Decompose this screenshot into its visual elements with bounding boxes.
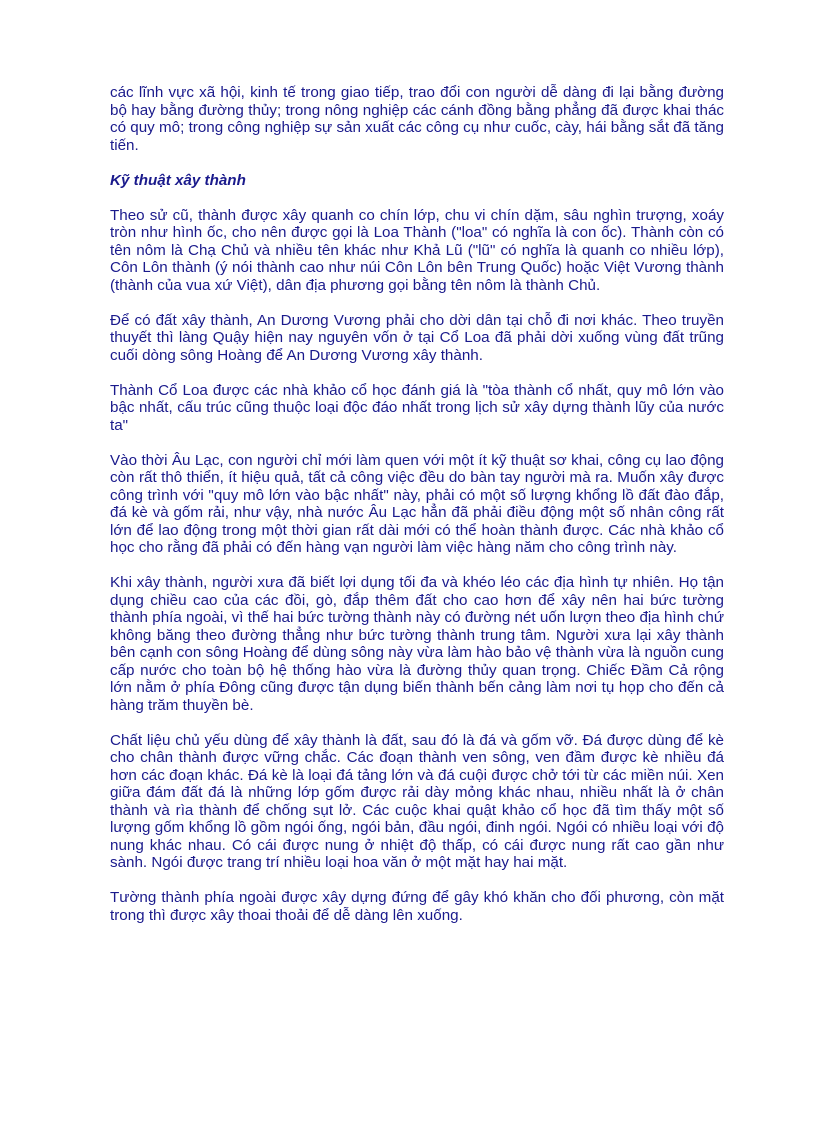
paragraph-loa-thanh: Theo sử cũ, thành được xây quanh co chín lớp, chu vi chín dặm, sâu nghìn trượng, xoáy tròn như hình ốc, cho nên được gọi là Loa Thành ("loa" có nghĩa là con ốc). Thành còn có tên nôm là Chạ Chủ và nhiều tên khác như Khả Lũ ("lũ" có nghĩa là quanh co nhiều lớp), Côn Lôn thành (ý nói thành cao như núi Côn Lôn bên Trung Quốc) hoặc Việt Vương thành (thành của vua xứ Việt), dân địa phương gọi bằng tên nôm là thành Chủ. — [110, 206, 724, 294]
paragraph-danh-gia: Thành Cổ Loa được các nhà khảo cổ học đánh giá là "tòa thành cổ nhất, quy mô lớn vào bậc nhất, cấu trúc cũng thuộc loại độc đáo nhất trong lịch sử xây dựng thành lũy của nước ta" — [110, 381, 724, 434]
paragraph-dat-xay-thanh: Để có đất xây thành, An Dương Vương phải cho dời dân tại chỗ đi nơi khác. Theo truyền thuyết thì làng Quậy hiện nay nguyên vốn ở tại Cổ Loa đã phải dời xuống vùng đất trũng cuối dòng sông Hoàng để An Dương Vương xây thành. — [110, 311, 724, 364]
section-heading: Kỹ thuật xây thành — [110, 171, 246, 189]
paragraph-chat-lieu: Chất liệu chủ yếu dùng để xây thành là đất, sau đó là đá và gốm vỡ. Đá được dùng để kè cho chân thành được vững chắc. Các đoạn thành ven sông, ven đầm được kè nhiều đá hơn các đoạn khác. Đá kè là loại đá tảng lớn và đá cuội được chở tới từ các miền núi. Xen giữa đám đất đá là những lớp gốm được rải dày mỏng khác nhau, nhiều nhất là ở chân thành và rìa thành để chống sụt lở. Các cuộc khai quật khảo cổ học đã tìm thấy một số lượng gốm khổng lồ gồm ngói ống, ngói bản, đầu ngói, đinh ngói. Ngói có nhiều loại với độ nung khác nhau. Có cái được nung ở nhiệt độ thấp, có cái được nung rất cao gần như sành. Ngói được trang trí nhiều loại hoa văn ở một mặt hay hai mặt. — [110, 731, 724, 871]
intro-paragraph: các lĩnh vực xã hội, kinh tế trong giao tiếp, trao đổi con người dễ dàng đi lại bằng đường bộ hay bằng đường thủy; trong nông nghiệp các cánh đồng bằng phẳng đã được khai thác có quy mô; trong công nghiệp sự sản xuất các công cụ như cuốc, cày, hái bằng sắt đã tăng tiến. — [110, 84, 724, 154]
paragraph-dia-hinh: Khi xây thành, người xưa đã biết lợi dụng tối đa và khéo léo các địa hình tự nhiên. Họ tận dụng chiều cao của các đồi, gò, đắp thêm đất cho cao hơn để xây nên hai bức tường thành phía ngoài, vì thế hai bức tường thành này có đường nét uốn lượn theo địa hình chứ không băng theo đường thẳng như bức tường thành trung tâm. Người xưa lại xây thành bên cạnh con sông Hoàng để dùng sông này vừa làm hào bảo vệ thành vừa là nguồn cung cấp nước cho toàn bộ hệ thống hào vừa là đường thủy quan trọng. Chiếc Đầm Cả rộng lớn nằm ở phía Đông cũng được tận dụng biến thành bến cảng làm nơi tụ họp cho đến cả hàng trăm thuyền bè. — [110, 574, 724, 714]
paragraph-thoi-au-lac: Vào thời Âu Lạc, con người chỉ mới làm quen với một ít kỹ thuật sơ khai, công cụ lao động còn rất thô thiển, ít hiệu quả, tất cả công việc đều do bàn tay người mà ra. Muốn xây được công trình với "quy mô lớn vào bậc nhất" này, phải có một số lượng khổng lồ đất đào đắp, đá kè và gốm rải, như vậy, nhà nước Âu Lạc hẳn đã phải điều động một số nhân công rất lớn để lao động trong một thời gian rất dài mới có thể hoàn thành được. Các nhà khảo cổ học cho rằng đã phải có đến hàng vạn người làm việc hàng năm cho công trình này. — [110, 451, 724, 556]
document-page — [110, 84, 724, 942]
paragraph-tuong-thanh: Tường thành phía ngoài được xây dựng đứng để gây khó khăn cho đối phương, còn mặt trong thì được xây thoai thoải để dễ dàng lên xuống. — [110, 889, 724, 924]
